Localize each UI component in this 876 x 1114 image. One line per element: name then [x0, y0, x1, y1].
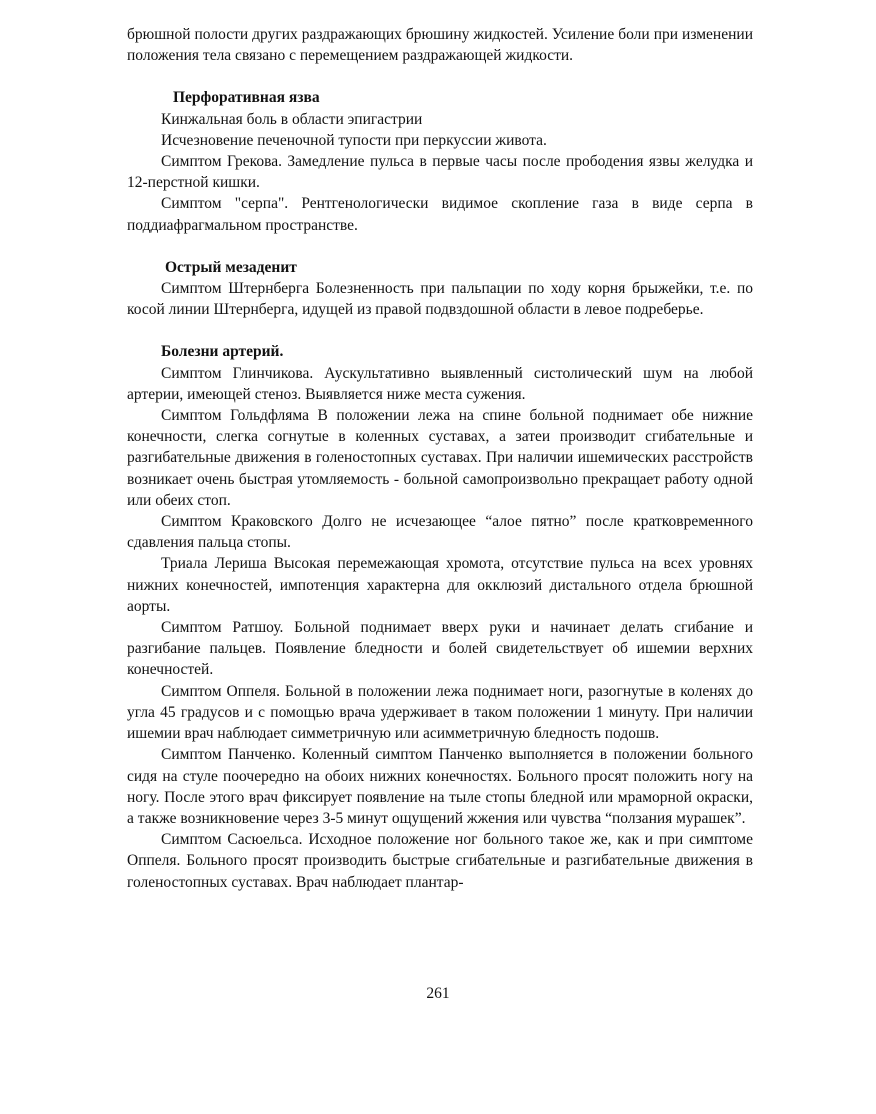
- symptom-paragraph: Симптом Штернберга Болезненность при пальпации по ходу корня брыжейки, т.е. по косой линии Штернберга, идущей из правой подвздошной области в левое подреберье.: [127, 280, 753, 319]
- section-title-arteries: Болезни артерий.: [161, 343, 284, 361]
- symptom-paragraph: Симптом Глинчикова. Аускультативно выявленный систолический шум на любой артерии, имеющей стеноз. Выявляется ниже места сужения.: [127, 364, 753, 403]
- document-page: [127, 24, 753, 893]
- intro-paragraph: брюшной полости других раздражающих брюшину жидкостей. Усиление боли при изменении положения тела связано с перемещением раздражающей жидкости.: [127, 26, 753, 65]
- symptom-paragraph: Симптом Оппеля. Больной в положении лежа поднимает ноги, разогнутые в коленях до угла 45 градусов и с помощью врача удерживает в таком положении 1 минуту. При наличии ишемии врач наблюдает симметричную или асимметричную бледность подошв.: [127, 682, 753, 743]
- symptom-paragraph: Симптом Грекова. Замедление пульса в первые часы после прободения язвы желудка и 12-перстной кишки.: [127, 153, 753, 192]
- spacer: [127, 66, 753, 87]
- symptom-paragraph: Симптом Гольдфляма В положении лежа на спине больной поднимает обе нижние конечности, слегка согнутые в коленных суставах, а затеи производит сгибательные и разгибательные движения в голеностопных суставах. При наличии ишемических расстройств возникает очень быстрая утомляемость - больной самопроизвольно прекращает работу одной или обеих стоп.: [127, 407, 753, 509]
- symptom-paragraph: Симптом Ратшоу. Больной поднимает вверх руки и начинает делать сгибание и разгибание пальцев. Появление бледности и болей свидетельствует об ишемии верхних конечностей.: [127, 619, 753, 679]
- spacer: [127, 236, 753, 257]
- symptom-paragraph: Исчезновение печеночной тупости при перкуссии живота.: [161, 131, 547, 149]
- page-number: 261: [426, 985, 450, 1002]
- section-title-perforated-ulcer: Перфоративная язва: [173, 89, 320, 107]
- spacer: [127, 320, 753, 341]
- section-title-mesadenitis: Острый мезаденит: [165, 258, 297, 276]
- symptom-paragraph: Симптом Сасюельса. Исходное положение ног больного такое же, как и при симптоме Оппеля. Больного просят производить быстрые сгибательные и разгибательные движения в голеностопных суставах. Врач наблюдает плантар-: [127, 831, 753, 891]
- symptom-paragraph: Триала Лериша Высокая перемежающая хромота, отсутствие пульса на всех уровнях нижних конечностей, импотенция характерна для окклюзий дистального отдела брюшной аорты.: [127, 555, 753, 615]
- symptom-paragraph: Симптом Панченко. Коленный симптом Панченко выполняется в положении больного сидя на стуле поочередно на обоих нижних конечностях. Больного просят положить ногу на ногу. После этого врач фиксирует появление на тыле стопы бледной или мраморной окраски, а также возникновение через 3-5 минут ощущений жжения или чувства “ползания мурашек”.: [127, 746, 753, 827]
- symptom-paragraph: Симптом "серпа". Рентгенологически видимое скопление газа в виде серпа в поддиафрагмальном пространстве.: [127, 195, 753, 234]
- symptom-paragraph: Кинжальная боль в области эпигастрии: [161, 110, 423, 128]
- symptom-paragraph: Симптом Краковского Долго не исчезающее “алое пятно” после кратковременного сдавления пальца стопы.: [127, 513, 753, 552]
